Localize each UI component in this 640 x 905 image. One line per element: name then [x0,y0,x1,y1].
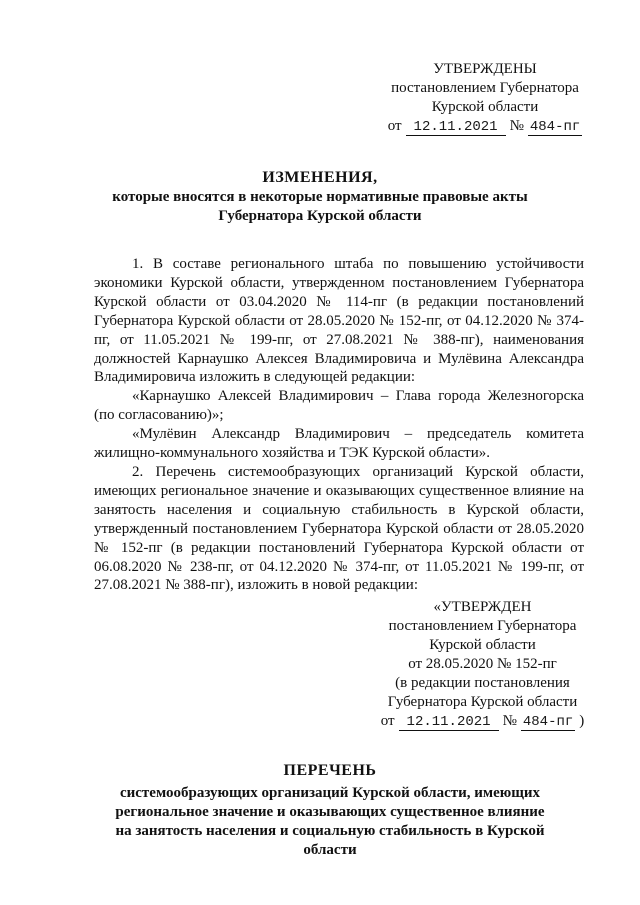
approval-line: Губернатора Курской области [387,694,578,710]
list-heading-title: ПЕРЕЧЕНЬ [283,762,377,779]
heading-title: ИЗМЕНЕНИЯ, [262,169,378,186]
approval-line: Курской области [429,637,536,653]
approval-line: постановлением Губернатора [391,80,579,96]
approval-date: 12.11.2021 [399,714,499,731]
number-label: № [502,713,517,729]
approval-date-number [385,117,585,136]
approval-line: (в редакции постановления [395,675,570,691]
approval-line: от 28.05.2020 № 152-пг [408,656,557,672]
approval-date: 12.11.2021 [406,119,506,136]
paragraph: 1. В составе регионального штаба по повышению устойчивости экономики Курской области, утвержденном постановлением Губернатора Курской области от 03.04.2020 № 114-пг (в редакции постановлений Губернатора Курской области от 28.05.2020 № 152-пг, от 04.12.2020 № 374-пг, от 11.05.2021 № 199-пг, от 27.08.2021 № 388-пг), наименования должностей Карнаушко Алексея Владимировича и Мулёвина Александра Владимировича изложить в следующей редакции: [94,256,584,386]
approval-date-number [375,712,590,731]
paragraph: 2. Перечень системообразующих организаций Курской области, имеющих региональное значение и оказывающих существенное влияние на занятость населения и социальную стабильность в Курской области, утвержденный постановлением Губернатора Курской области от 28.05.2020 № 152-пг (в редакции постановлений Губернатора Курской области от 06.08.2020 № 238-пг, от 04.12.2020 № 374-пг, от 11.05.2021 № 199-пг, от 27.08.2021 № 388-пг), изложить в новой редакции: [94,463,584,594]
approval-title: «УТВЕРЖДЕН [433,599,532,615]
number-label: № [509,118,524,134]
document-body [94,255,584,595]
heading-subtitle-line: Губернатора Курской области [218,208,422,224]
approval-title: УТВЕРЖДЕНЫ [433,61,537,77]
from-label: от [380,713,395,729]
approval-line: Курской области [431,99,539,115]
paragraph: «Мулёвин Александр Владимирович – председатель комитета жилищно-коммунального хозяйства и ТЭК Курской области». [94,426,584,462]
list-heading [110,760,550,860]
closing-parenthesis: ) [579,713,585,729]
approval-line: постановлением Губернатора [388,618,577,634]
approval-stamp-top [385,60,585,136]
approval-number: 484-пг [522,714,574,730]
heading-subtitle-line: которые вносятся в некоторые нормативные правовые акты [112,189,528,205]
approval-stamp-list [375,598,590,731]
list-heading-subtitle: системообразующих организаций Курской области, имеющих региональное значение и оказывающих существенное влияние на занятость населения и социальную стабильность в Курской области [115,785,545,858]
document-heading [80,168,560,226]
approval-number: 484-пг [529,119,581,135]
paragraph: «Карнаушко Алексей Владимирович – Глава города Железногорска (по согласованию)»; [94,388,584,424]
from-label: от [387,118,402,134]
